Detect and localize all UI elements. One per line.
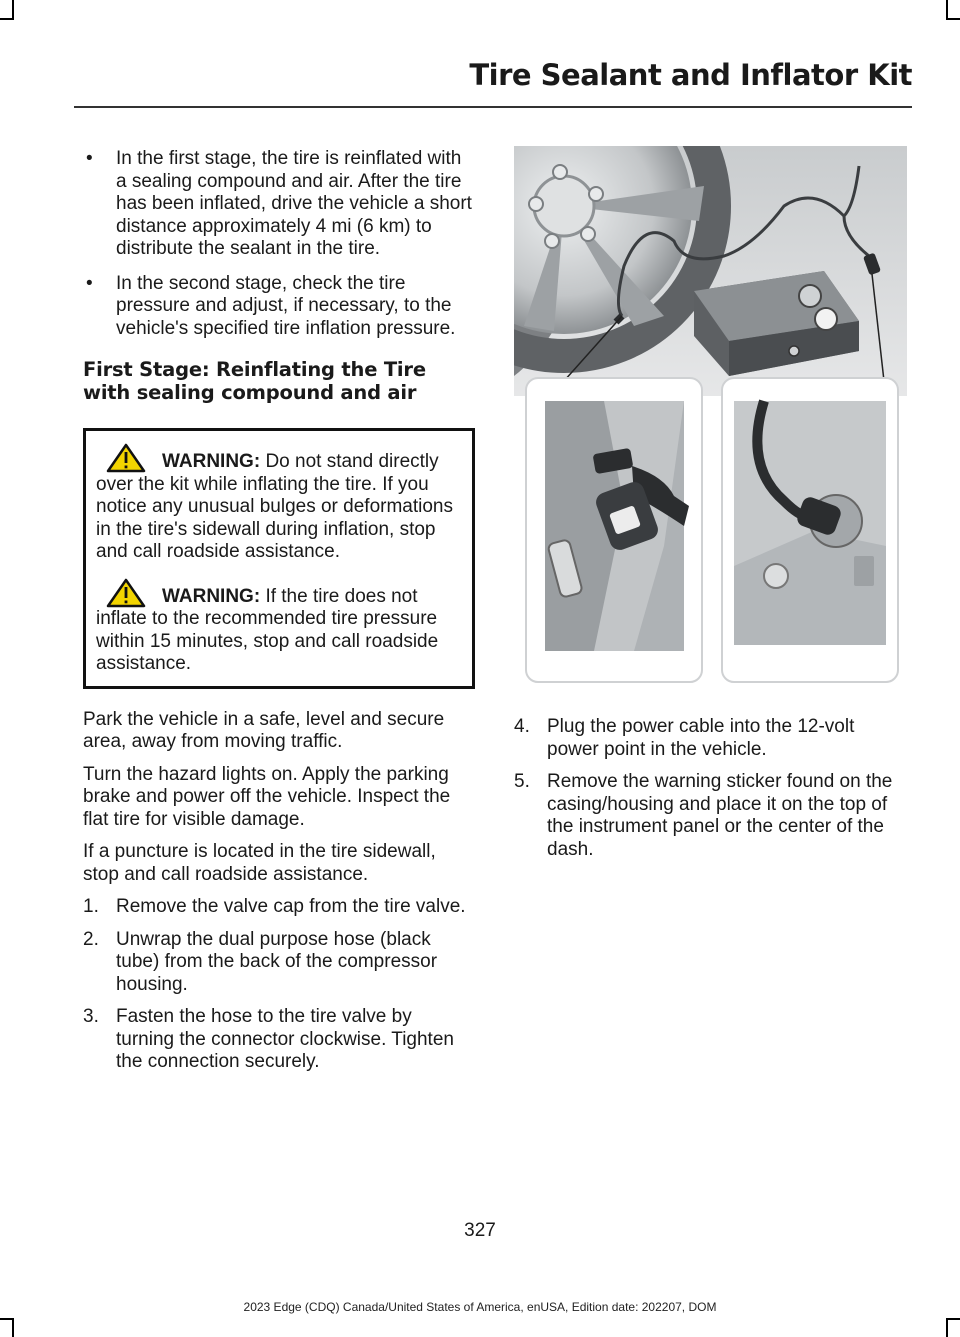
warning-label: WARNING: [162, 451, 261, 472]
page-title: Tire Sealant and Inflator Kit [469, 58, 912, 92]
left-column [83, 148, 475, 1084]
title-rule [74, 106, 912, 108]
warning-label: WARNING: [162, 585, 261, 607]
warning-triangle-icon [106, 578, 158, 608]
warning-triangle-icon [106, 443, 158, 473]
crop-mark [946, 1318, 960, 1320]
socket-cap [764, 564, 788, 588]
step-text: Remove the warning sticker found on the casing/housing and place it on the top of the instrument panel or the center of the dash. [547, 771, 893, 860]
footer-text: 2023 Edge (CDQ) Canada/United States of America, enUSA, Edition date: 202207, DOM [243, 1300, 717, 1314]
warning-text: Do not stand directly over the kit while inflating the tire. If you notice any unusual bulges or deformations in the tire's sidewall during inflation, stop and call roadside assistance. [96, 451, 454, 562]
crop-mark [946, 1318, 948, 1337]
section-heading: First Stage: Reinflating the Tire with sealing compound and air [83, 358, 426, 404]
step-number: 2. [83, 928, 99, 950]
numbered-step [83, 896, 475, 919]
right-column [514, 716, 908, 871]
crop-mark [946, 18, 960, 20]
body-paragraph: Park the vehicle in a safe, level and secure area, away from moving traffic. [83, 708, 445, 752]
crop-mark [0, 18, 14, 20]
crop-mark [946, 0, 948, 18]
bullet-mark: • [86, 272, 93, 294]
tire-inflator-illustration [514, 146, 907, 684]
step-number: 3. [83, 1006, 99, 1027]
step-number: 5. [514, 771, 530, 792]
numbered-step [83, 1006, 475, 1074]
page-number: 327 [464, 1220, 496, 1241]
warning-paragraph [96, 578, 464, 676]
bullet-item [83, 148, 475, 261]
warning-text: If the tire does not inflate to the recommended tire pressure within 15 minutes, stop and call roadside assistance. [96, 585, 439, 674]
step-number: 4. [514, 716, 530, 737]
bullet-text: In the second stage, check the tire pressure and adjust, if necessary, to the vehicle's specified tire inflation pressure. [116, 272, 456, 339]
step-number: 1. [83, 896, 99, 917]
console-button [854, 556, 874, 586]
step-text: Remove the valve cap from the tire valve. [116, 896, 466, 917]
bullet-mark: • [86, 148, 93, 169]
bullet-item [83, 273, 475, 341]
step-text: Fasten the hose to the tire valve by turning the connector clockwise. Tighten the connection securely. [116, 1006, 454, 1072]
numbered-step [514, 771, 908, 861]
warning-box [83, 428, 475, 689]
numbered-step [514, 716, 908, 761]
crop-mark [12, 0, 14, 18]
step-text: Plug the power cable into the 12-volt power point in the vehicle. [547, 716, 855, 760]
bullet-text: In the first stage, the tire is reinflated with a sealing compound and air. After the tire has been inflated, drive the vehicle a short distance approximately 4 mi (6 km) to distribute the sealant in the tire. [116, 148, 472, 259]
crop-mark [12, 1318, 14, 1337]
step-text: Unwrap the dual purpose hose (black tube) from the back of the compressor housing. [116, 928, 438, 995]
crop-mark [0, 1318, 14, 1320]
numbered-step [83, 929, 475, 997]
body-paragraph: If a puncture is located in the tire sidewall, stop and call roadside assistance. [83, 841, 436, 885]
body-paragraph: Turn the hazard lights on. Apply the parking brake and power off the vehicle. Inspect the flat tire for visible damage. [83, 763, 451, 830]
warning-paragraph [96, 443, 464, 564]
